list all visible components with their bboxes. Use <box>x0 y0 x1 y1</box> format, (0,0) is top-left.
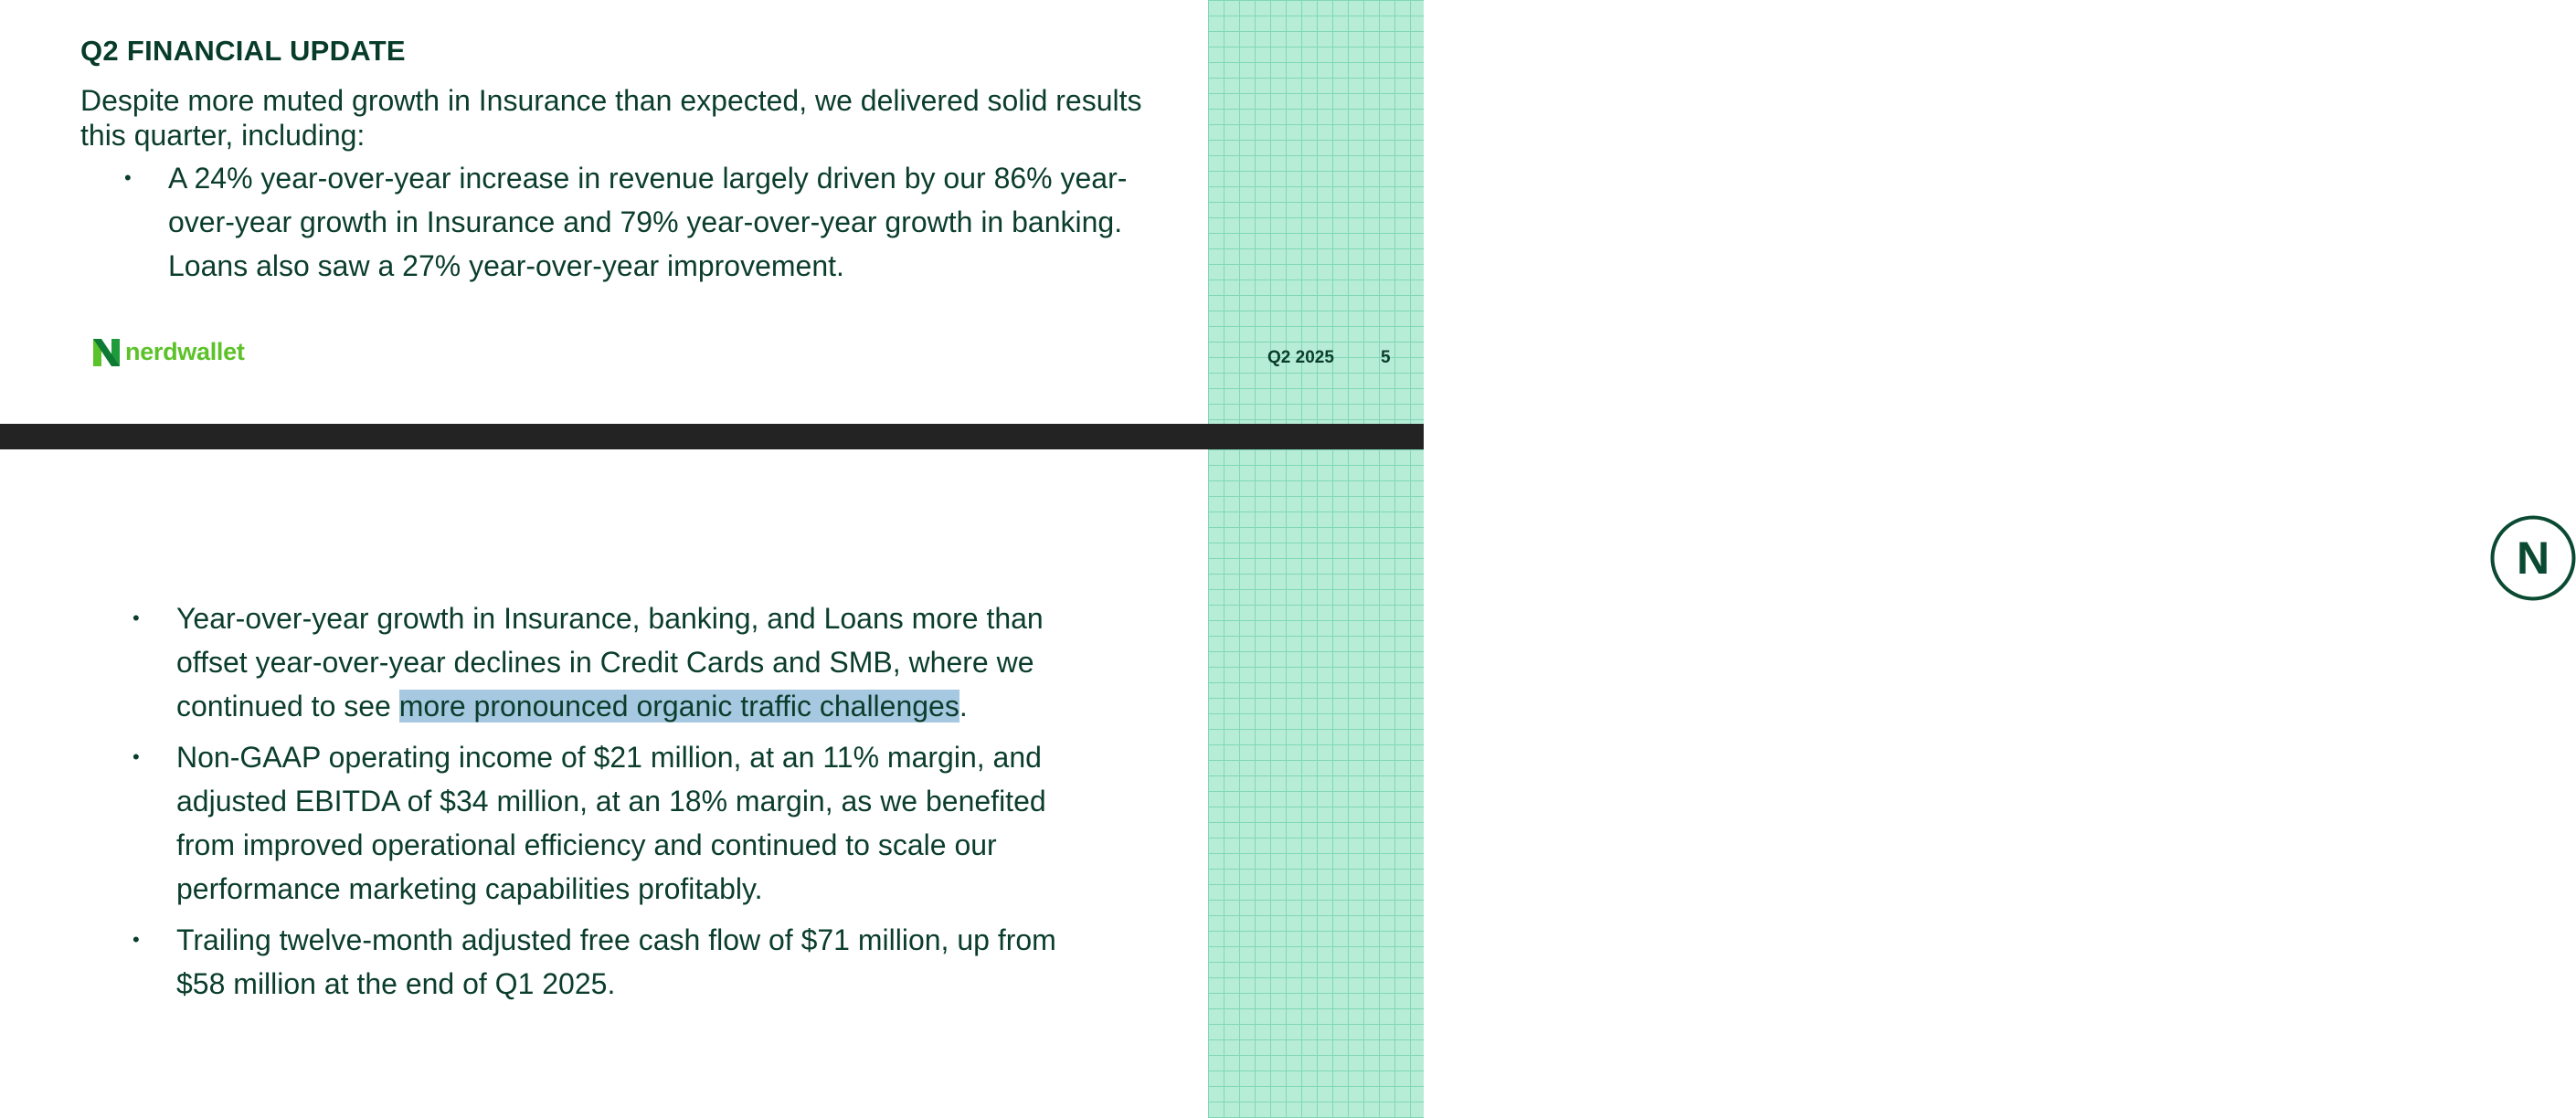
slide-top <box>0 0 1424 424</box>
bullet-text: Trailing twelve-month adjusted free cash flow of $71 million, up from $58 million at the end of Q1 2025. <box>176 923 1056 1000</box>
bullet-icon: • <box>133 928 140 951</box>
bullet-icon: • <box>133 606 140 629</box>
list-item <box>133 735 1090 911</box>
bullet-icon: • <box>133 745 140 768</box>
slide-bottom <box>0 449 2550 1118</box>
page-number: 5 <box>1381 348 1391 367</box>
badge-letter: N <box>2516 533 2550 584</box>
slide-title: Q2 FINANCIAL UPDATE <box>80 35 406 67</box>
bullet-text-end: . <box>959 690 968 722</box>
bullet-text: Year-over-year growth in Insurance, banking, and Loans more than offset year-over-year declines in Credit Cards and SMB, where we continued to see <box>176 602 1044 722</box>
bullet-list <box>133 596 1090 1006</box>
nerdwallet-n-icon <box>93 339 120 366</box>
grid-panel <box>1208 449 2550 1118</box>
list-item <box>124 156 1182 288</box>
slide-divider <box>0 424 1424 449</box>
list-item <box>133 596 1090 728</box>
intro-text: Despite more muted growth in Insurance than expected, we delivered solid results this quarter, including: <box>80 84 1142 152</box>
bullet-text: A 24% year-over-year increase in revenue largely driven by our 86% year-over-year growth in Insurance and 79% year-over-year growth in banking. Loans also saw a 27% year-over-year improvement. <box>168 162 1128 282</box>
list-item <box>133 918 1090 1006</box>
nerdwallet-logo <box>93 338 245 366</box>
bullet-list <box>124 156 1182 288</box>
bullet-text: Non-GAAP operating income of $21 million, at an 11% margin, and adjusted EBITDA of $34 million, at an 18% margin, as we benefited from improved operational efficiency and continued to scale our performance marketing capabilities profitably. <box>176 741 1046 905</box>
footer-quarter: Q2 2025 <box>1267 348 1334 367</box>
selected-text-highlight[interactable]: more pronounced organic traffic challenges <box>398 690 959 722</box>
logo-text: nerdwallet <box>125 338 245 365</box>
nerdwallet-badge-icon <box>2490 515 2576 601</box>
bullet-icon: • <box>124 166 132 189</box>
